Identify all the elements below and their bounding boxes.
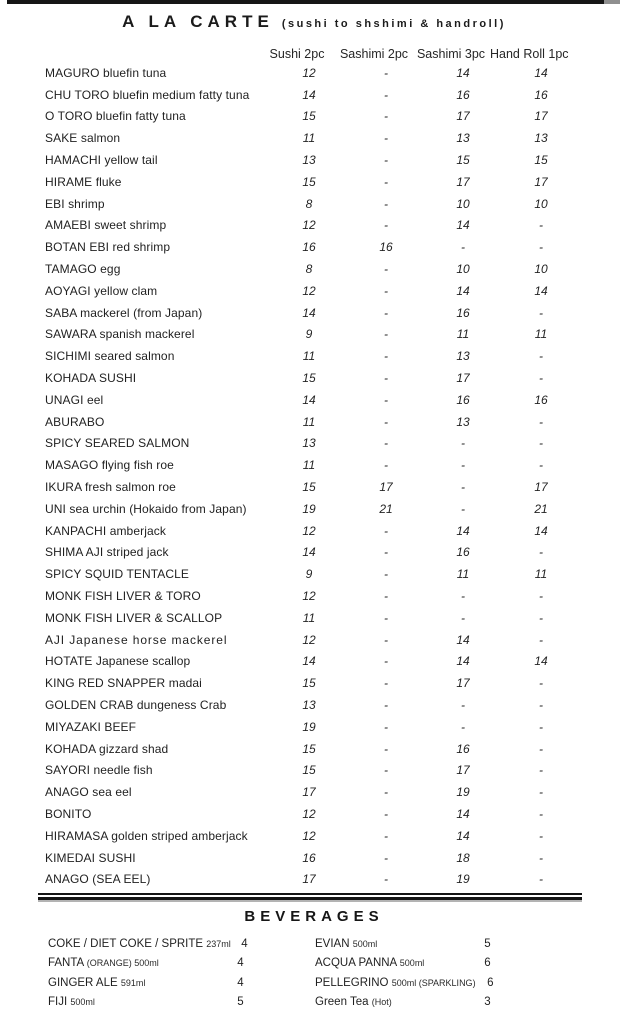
price-sushi-2pc: 13 (302, 436, 316, 451)
price-sashimi-3pc: - (461, 436, 465, 451)
item-name: AOYAGI yellow clam (45, 283, 158, 298)
price-handroll-1pc: 14 (534, 523, 548, 538)
page-title: A LA CARTE (122, 12, 274, 31)
item-name: EBI shrimp (45, 196, 105, 211)
beverage-name: FANTA (48, 957, 84, 970)
price-sashimi-2pc: - (384, 392, 388, 407)
top-border-rule (7, 0, 620, 4)
beverage-price: 3 (484, 995, 491, 1008)
section-divider (38, 893, 582, 900)
table-row (0, 433, 628, 455)
price-sushi-2pc: 14 (302, 545, 316, 560)
price-handroll-1pc: 11 (534, 567, 548, 582)
price-sushi-2pc: 13 (302, 698, 316, 712)
item-name: KIMEDAI SUSHI (45, 850, 136, 865)
price-handroll-1pc: - (539, 240, 543, 255)
price-sashimi-2pc: - (384, 262, 388, 277)
price-handroll-1pc: - (539, 305, 543, 320)
price-sashimi-3pc: 17 (456, 676, 470, 691)
price-sushi-2pc: 9 (305, 567, 313, 582)
price-sashimi-2pc: - (384, 436, 388, 451)
item-name: MONK FISH LIVER & SCALLOP (45, 610, 223, 625)
a-la-carte-table (0, 46, 628, 890)
table-row (0, 672, 628, 694)
price-sashimi-3pc: - (461, 719, 465, 734)
price-sushi-2pc: 14 (302, 392, 316, 407)
price-sashimi-3pc: 11 (456, 567, 470, 582)
item-name: BONITO (45, 806, 92, 821)
table-row (0, 585, 628, 607)
price-sushi-2pc: 11 (302, 610, 316, 625)
price-sashimi-3pc: 14 (456, 632, 470, 647)
beverage-name: GINGER ALE (48, 976, 118, 989)
table-row (0, 803, 628, 825)
item-name: ANAGO sea eel (45, 785, 132, 800)
price-handroll-1pc: - (539, 545, 543, 560)
beverage-name: ACQUA PANNA (315, 957, 397, 970)
price-sushi-2pc: 13 (302, 153, 316, 168)
price-sushi-2pc: 19 (302, 501, 316, 516)
price-handroll-1pc: - (539, 610, 543, 625)
table-row (0, 454, 628, 476)
price-sashimi-2pc: - (384, 109, 388, 124)
price-sushi-2pc: 12 (302, 806, 316, 821)
price-sashimi-2pc: - (384, 305, 388, 320)
price-handroll-1pc: 14 (534, 654, 548, 669)
price-sashimi-3pc: 13 (456, 349, 470, 364)
item-name: UNI sea urchin (Hokaido from Japan) (45, 501, 247, 516)
price-sushi-2pc: 8 (305, 262, 313, 277)
item-name: ANAGO (SEA EEL) (45, 872, 151, 887)
item-name: KOHADA gizzard shad (45, 741, 169, 756)
beverage-row (315, 934, 505, 953)
price-sashimi-3pc: 18 (456, 850, 470, 865)
price-handroll-1pc: 11 (534, 327, 548, 342)
price-sashimi-3pc: 14 (456, 283, 470, 298)
price-sushi-2pc: 12 (302, 283, 316, 298)
page-subtitle: (sushi to shshimi & handroll) (281, 18, 506, 30)
price-sashimi-3pc: 17 (456, 174, 470, 189)
price-handroll-1pc: 17 (534, 174, 548, 189)
table-row (0, 302, 628, 324)
beverage-row (315, 973, 505, 992)
price-sashimi-3pc: 17 (456, 109, 470, 124)
table-row (0, 324, 628, 346)
table-row (0, 389, 628, 411)
item-name: SPICY SQUID TENTACLE (45, 567, 190, 582)
price-sashimi-2pc: - (384, 589, 388, 604)
price-sashimi-3pc: - (461, 240, 465, 255)
beverage-row (48, 992, 258, 1011)
price-sashimi-3pc: - (461, 698, 465, 712)
item-name: MIYAZAKI BEEF (45, 719, 137, 734)
table-row (0, 280, 628, 302)
table-row (0, 345, 628, 367)
price-handroll-1pc: - (539, 218, 543, 233)
item-name: MAGURO bluefin tuna (45, 65, 167, 80)
price-sashimi-3pc: 14 (456, 218, 470, 233)
price-sashimi-2pc: - (384, 698, 388, 712)
beverages-left-column (48, 934, 258, 1011)
price-sashimi-3pc: 17 (456, 763, 470, 778)
price-handroll-1pc: - (539, 763, 543, 778)
price-sashimi-2pc: - (384, 87, 388, 102)
beverage-price: 5 (484, 937, 491, 950)
price-handroll-1pc: 10 (534, 196, 548, 211)
price-sushi-2pc: 17 (302, 872, 316, 887)
price-sashimi-2pc: - (384, 414, 388, 429)
beverage-detail: 500ml (399, 958, 425, 969)
price-sashimi-2pc: - (384, 174, 388, 189)
item-name: O TORO bluefin fatty tuna (45, 109, 186, 124)
table-row (0, 258, 628, 280)
price-sashimi-2pc: - (384, 349, 388, 364)
price-sashimi-2pc: - (384, 131, 388, 146)
item-name: UNAGI eel (45, 392, 104, 407)
price-handroll-1pc: - (539, 676, 543, 691)
price-sashimi-2pc: - (384, 676, 388, 691)
table-row (0, 738, 628, 760)
price-sushi-2pc: 15 (302, 676, 316, 691)
item-name: MONK FISH LIVER & TORO (45, 589, 201, 604)
item-name: KING RED SNAPPER madai (45, 676, 202, 691)
beverage-price: 4 (237, 957, 244, 970)
beverage-name: COKE / DIET COKE / SPRITE (48, 937, 204, 950)
price-sashimi-3pc: - (461, 458, 465, 473)
price-sashimi-2pc: - (384, 850, 388, 865)
price-handroll-1pc: - (539, 349, 543, 364)
price-sashimi-2pc: - (384, 654, 388, 669)
price-sushi-2pc: 12 (302, 523, 316, 538)
menu-header (0, 12, 628, 32)
price-sushi-2pc: 11 (302, 458, 316, 473)
beverage-detail: 500ml (352, 938, 378, 949)
price-sashimi-3pc: - (461, 501, 465, 516)
table-row (0, 694, 628, 716)
price-sashimi-3pc: 11 (456, 327, 470, 342)
price-sashimi-2pc: 16 (379, 240, 393, 255)
table-row (0, 498, 628, 520)
beverage-price: 4 (241, 937, 248, 950)
price-sushi-2pc: 15 (302, 480, 316, 495)
item-name: KANPACHI amberjack (45, 523, 166, 538)
price-sashimi-3pc: 14 (456, 828, 470, 843)
price-sashimi-2pc: - (384, 153, 388, 168)
table-row (0, 781, 628, 803)
price-sashimi-2pc: - (384, 545, 388, 560)
item-name: KOHADA SUSHI (45, 371, 137, 386)
price-handroll-1pc: 21 (534, 501, 548, 516)
table-row (0, 607, 628, 629)
beverage-row (48, 973, 258, 992)
table-row (0, 520, 628, 542)
price-sashimi-3pc: 16 (456, 741, 470, 756)
item-name: TAMAGO egg (45, 262, 121, 277)
item-name: HIRAMASA golden striped amberjack (45, 828, 248, 843)
item-name: IKURA fresh salmon roe (45, 480, 176, 495)
section-divider-shadow (38, 900, 582, 902)
table-row (0, 868, 628, 890)
price-sashimi-3pc: 16 (456, 87, 470, 102)
item-name: SPICY SEARED SALMON (45, 436, 190, 451)
table-row (0, 629, 628, 651)
beverages-right-column (315, 934, 505, 1011)
price-sashimi-2pc: - (384, 218, 388, 233)
table-row (0, 193, 628, 215)
table-row (0, 106, 628, 128)
price-sashimi-3pc: 14 (456, 806, 470, 821)
price-handroll-1pc: - (539, 719, 543, 734)
price-sushi-2pc: 17 (302, 785, 316, 800)
price-sashimi-3pc: 10 (456, 196, 470, 211)
table-header-row (0, 46, 628, 62)
price-handroll-1pc: - (539, 414, 543, 429)
table-row (0, 236, 628, 258)
price-sushi-2pc: 9 (305, 327, 313, 342)
beverage-detail: (Hot) (371, 996, 392, 1007)
price-sashimi-3pc: 14 (456, 654, 470, 669)
table-row (0, 476, 628, 498)
item-name: HOTATE Japanese scallop (45, 654, 191, 669)
beverage-name: FIJI (48, 995, 68, 1008)
price-sushi-2pc: 11 (302, 414, 316, 429)
price-sashimi-2pc: - (384, 828, 388, 843)
price-sashimi-2pc: - (384, 872, 388, 887)
beverage-detail: 500ml (70, 996, 95, 1007)
price-handroll-1pc: - (539, 458, 543, 473)
price-sushi-2pc: 14 (302, 305, 316, 320)
price-sushi-2pc: 11 (302, 349, 316, 364)
price-sashimi-3pc: 16 (456, 545, 470, 560)
price-sashimi-2pc: - (384, 458, 388, 473)
beverage-price: 6 (487, 976, 494, 989)
item-name: SICHIMI seared salmon (45, 349, 175, 364)
price-handroll-1pc: 17 (534, 109, 548, 124)
column-header-handroll-1pc: Hand Roll 1pc (490, 47, 569, 61)
item-name: GOLDEN CRAB dungeness Crab (45, 698, 227, 712)
table-row (0, 651, 628, 673)
item-name: CHU TORO bluefin medium fatty tuna (45, 87, 250, 102)
table-row (0, 367, 628, 389)
price-handroll-1pc: - (539, 785, 543, 800)
item-name: SAKE salmon (45, 131, 121, 146)
price-sushi-2pc: 15 (302, 763, 316, 778)
price-sashimi-3pc: 10 (456, 262, 470, 277)
price-sushi-2pc: 15 (302, 371, 316, 386)
item-name: SABA mackerel (from Japan) (45, 305, 203, 320)
price-sashimi-2pc: - (384, 283, 388, 298)
item-name: BOTAN EBI red shrimp (45, 240, 171, 255)
table-row (0, 127, 628, 149)
price-sashimi-2pc: - (384, 719, 388, 734)
price-sashimi-3pc: 14 (456, 523, 470, 538)
item-name: ABURABO (45, 414, 105, 429)
price-handroll-1pc: 16 (534, 87, 548, 102)
price-sashimi-2pc: - (384, 632, 388, 647)
price-sashimi-2pc: - (384, 196, 388, 211)
price-sashimi-2pc: - (384, 65, 388, 80)
beverage-detail: (ORANGE) 500ml (86, 958, 159, 969)
price-sashimi-3pc: 16 (456, 392, 470, 407)
price-handroll-1pc: - (539, 828, 543, 843)
price-sushi-2pc: 12 (302, 632, 316, 647)
price-sashimi-2pc: - (384, 523, 388, 538)
item-name: AMAEBI sweet shrimp (45, 218, 167, 233)
price-sushi-2pc: 8 (305, 196, 313, 211)
price-sushi-2pc: 15 (302, 741, 316, 756)
table-row (0, 62, 628, 84)
price-sushi-2pc: 16 (302, 850, 316, 865)
price-handroll-1pc: 14 (534, 283, 548, 298)
price-sushi-2pc: 14 (302, 654, 316, 669)
price-sashimi-3pc: 14 (456, 65, 470, 80)
price-sushi-2pc: 14 (302, 87, 316, 102)
beverage-name: EVIAN (315, 937, 350, 950)
price-sashimi-2pc: - (384, 567, 388, 582)
column-header-sashimi-3pc: Sashimi 3pc (416, 47, 486, 61)
price-handroll-1pc: 10 (534, 262, 548, 277)
price-handroll-1pc: - (539, 436, 543, 451)
price-sashimi-2pc: - (384, 327, 388, 342)
price-sashimi-3pc: 16 (456, 305, 470, 320)
price-handroll-1pc: - (539, 371, 543, 386)
price-sashimi-3pc: 15 (456, 153, 470, 168)
table-row (0, 825, 628, 847)
price-sashimi-2pc: 21 (379, 501, 393, 516)
price-sushi-2pc: 16 (302, 240, 316, 255)
beverage-row (48, 934, 258, 953)
price-sushi-2pc: 12 (302, 589, 316, 604)
table-body (0, 62, 628, 890)
price-sushi-2pc: 15 (302, 109, 316, 124)
item-name: MASAGO flying fish roe (45, 458, 174, 473)
price-sashimi-2pc: - (384, 610, 388, 625)
beverage-price: 4 (237, 976, 244, 989)
price-sashimi-2pc: - (384, 785, 388, 800)
price-sashimi-2pc: - (384, 763, 388, 778)
price-sashimi-3pc: - (461, 610, 465, 625)
price-sashimi-3pc: 13 (456, 131, 470, 146)
price-handroll-1pc: - (539, 806, 543, 821)
price-sushi-2pc: 12 (302, 828, 316, 843)
item-name: SAWARA spanish mackerel (45, 327, 195, 342)
price-sashimi-2pc: 17 (379, 480, 393, 495)
price-sashimi-3pc: 19 (456, 785, 470, 800)
price-sushi-2pc: 15 (302, 174, 316, 189)
price-handroll-1pc: - (539, 698, 543, 712)
beverage-row (315, 992, 505, 1011)
price-handroll-1pc: 15 (534, 153, 548, 168)
price-sashimi-2pc: - (384, 806, 388, 821)
price-sushi-2pc: 12 (302, 218, 316, 233)
price-sashimi-3pc: 17 (456, 371, 470, 386)
beverage-detail: 591ml (120, 977, 146, 988)
beverages-section (0, 934, 628, 1011)
item-name: SHIMA AJI striped jack (45, 545, 169, 560)
beverages-heading: BEVERAGES (244, 908, 384, 926)
price-handroll-1pc: - (539, 872, 543, 887)
price-sashimi-2pc: - (384, 741, 388, 756)
price-handroll-1pc: - (539, 632, 543, 647)
price-sushi-2pc: 12 (302, 65, 316, 80)
price-sushi-2pc: 19 (302, 719, 316, 734)
price-handroll-1pc: - (539, 741, 543, 756)
column-header-sushi-2pc: Sushi 2pc (269, 47, 325, 61)
price-handroll-1pc: - (539, 589, 543, 604)
beverage-price: 5 (237, 995, 244, 1008)
table-row (0, 760, 628, 782)
table-row (0, 542, 628, 564)
table-row (0, 563, 628, 585)
price-sashimi-3pc: - (461, 480, 465, 495)
item-name: SAYORI needle fish (45, 763, 153, 778)
price-handroll-1pc: 13 (534, 131, 548, 146)
beverage-row (315, 954, 505, 973)
item-name: HIRAME fluke (45, 174, 122, 189)
price-sashimi-3pc: 19 (456, 872, 470, 887)
table-row (0, 215, 628, 237)
price-handroll-1pc: 16 (534, 392, 548, 407)
item-name: AJI Japanese horse mackerel (45, 632, 228, 647)
price-handroll-1pc: 14 (534, 65, 548, 80)
price-handroll-1pc: - (539, 850, 543, 865)
price-sashimi-3pc: 13 (456, 414, 470, 429)
beverage-detail: 500ml (SPARKLING) (391, 977, 476, 988)
price-sashimi-3pc: - (461, 589, 465, 604)
beverage-name: PELLEGRINO (315, 976, 389, 989)
price-sushi-2pc: 11 (302, 131, 316, 146)
beverage-detail: 237ml (206, 938, 231, 949)
table-row (0, 716, 628, 738)
beverage-row (48, 954, 258, 973)
price-handroll-1pc: 17 (534, 480, 548, 495)
column-header-sashimi-2pc: Sashimi 2pc (339, 47, 409, 61)
table-row (0, 171, 628, 193)
table-row (0, 411, 628, 433)
table-row (0, 847, 628, 869)
beverage-price: 6 (484, 957, 491, 970)
table-row (0, 149, 628, 171)
item-name: HAMACHI yellow tail (45, 153, 158, 168)
table-row (0, 84, 628, 106)
price-sashimi-2pc: - (384, 371, 388, 386)
beverage-name: Green Tea (315, 995, 369, 1008)
